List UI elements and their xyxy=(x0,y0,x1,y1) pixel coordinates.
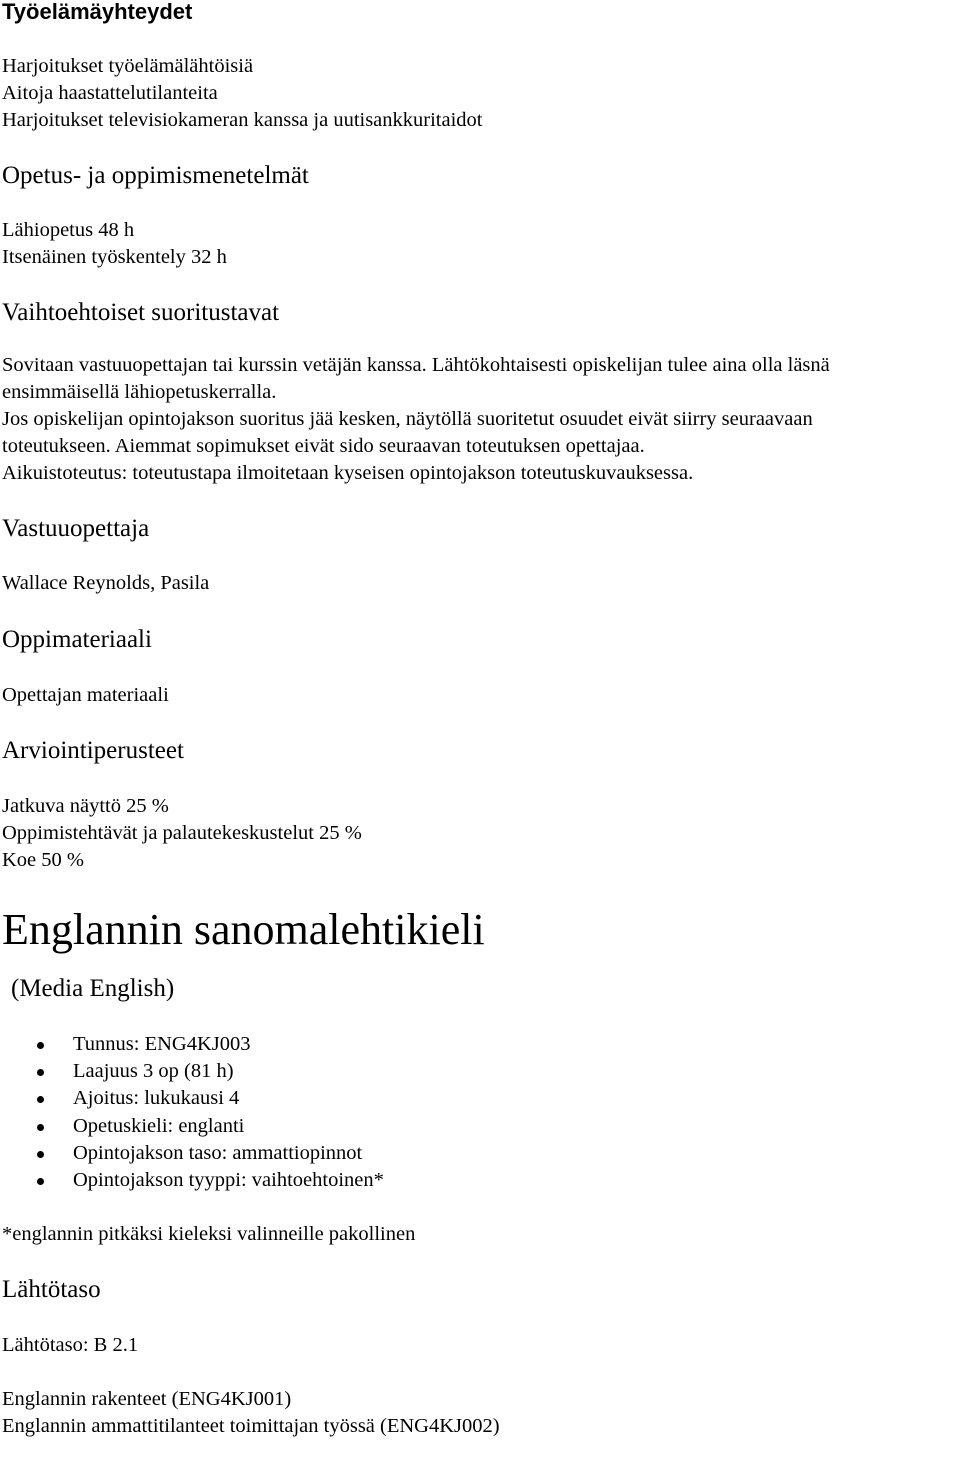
material-text: Opettajan materiaali xyxy=(2,684,169,706)
section-heading-methods: Opetus- ja oppimismenetelmät xyxy=(2,162,309,189)
spacer xyxy=(2,25,958,53)
teacher-name: Wallace Reynolds, Pasila xyxy=(2,572,210,594)
text-line: Oppimistehtävät ja palautekeskustelut 25 % xyxy=(2,822,362,844)
section-heading-assessment: Arviointiperusteet xyxy=(2,737,184,764)
section-heading-material: Oppimateriaali xyxy=(2,626,152,653)
course-info-list xyxy=(2,1031,958,1194)
list-item: Laajuus 3 op (81 h) xyxy=(2,1058,958,1085)
spacer xyxy=(2,1359,958,1386)
list-item: Opintojakson taso: ammattiopinnot xyxy=(2,1140,958,1167)
level-text: Lähtötaso: B 2.1 xyxy=(2,1334,139,1357)
prereq-line: Englannin rakenteet (ENG4KJ001) xyxy=(2,1388,292,1411)
section-heading-alternatives: Vaihtoehtoiset suoritustavat xyxy=(2,299,280,326)
bullet-icon xyxy=(37,1124,44,1131)
bullet-icon xyxy=(37,1151,44,1158)
spacer xyxy=(2,191,958,217)
spacer xyxy=(2,1004,958,1031)
section-heading-level: Lähtötaso xyxy=(2,1276,101,1304)
bullet-icon xyxy=(37,1178,44,1185)
spacer xyxy=(2,487,958,514)
course-note: *englannin pitkäksi kieleksi valinneille pakollinen xyxy=(2,1223,416,1246)
list-item: Ajoitus: lukukausi 4 xyxy=(2,1085,958,1112)
bullet-icon xyxy=(37,1042,44,1049)
spacer xyxy=(2,597,958,625)
spacer xyxy=(2,956,958,974)
text-line: Jatkuva näyttö 25 % xyxy=(2,795,169,817)
spacer xyxy=(2,1194,958,1221)
bullet-icon xyxy=(37,1069,44,1076)
course-title: Englannin sanomalehtikieli xyxy=(2,905,485,954)
prereq-line: Englannin ammattitilanteet toimittajan työssä (ENG4KJ002) xyxy=(2,1415,500,1438)
bullet-icon xyxy=(37,1096,44,1103)
text-line: toteutukseen. Aiemmat sopimukset eivät sido seuraavan toteutuksen opettajaa. xyxy=(2,435,645,457)
spacer xyxy=(2,709,958,736)
text-line: Aitoja haastattelutilanteita xyxy=(2,82,218,104)
spacer xyxy=(2,134,958,161)
text-line: Jos opiskelijan opintojakson suoritus jää kesken, näytöllä suoritetut osuudet eivät siirry seuraavaan xyxy=(2,408,813,430)
list-item: Opetuskieli: englanti xyxy=(2,1113,958,1140)
spacer xyxy=(2,655,958,682)
course-subtitle: (Media English) xyxy=(11,975,175,1002)
spacer xyxy=(2,1248,958,1275)
section-heading-teacher: Vastuuopettaja xyxy=(2,515,150,542)
text-line: ensimmäisellä lähiopetuskerralla. xyxy=(2,381,277,403)
spacer xyxy=(2,328,958,352)
text-line: Aikuistoteutus: toteutustapa ilmoitetaan kyseisen opintojakson toteutuskuvauksessa. xyxy=(2,462,694,484)
spacer xyxy=(2,874,958,904)
spacer xyxy=(2,544,958,570)
spacer xyxy=(2,1305,958,1332)
document-page xyxy=(2,0,958,1440)
text-line: Harjoitukset työelämälähtöisiä xyxy=(2,55,254,77)
text-line: Koe 50 % xyxy=(2,849,84,871)
text-line: Harjoitukset televisiokameran kanssa ja uutisankkuritaidot xyxy=(2,109,483,131)
text-line: Itsenäinen työskentely 32 h xyxy=(2,246,227,268)
list-item: Opintojakson tyyppi: vaihtoehtoinen* xyxy=(2,1167,958,1194)
section-heading-work-life: Työelämäyhteydet xyxy=(2,0,193,24)
text-line: Sovitaan vastuuopettajan tai kurssin vetäjän kanssa. Lähtökohtaisesti opiskelijan tulee aina olla läsnä xyxy=(2,354,830,376)
spacer xyxy=(2,766,958,793)
text-line: Lähiopetus 48 h xyxy=(2,219,135,241)
spacer xyxy=(2,271,958,298)
list-item: Tunnus: ENG4KJ003 xyxy=(2,1031,958,1058)
